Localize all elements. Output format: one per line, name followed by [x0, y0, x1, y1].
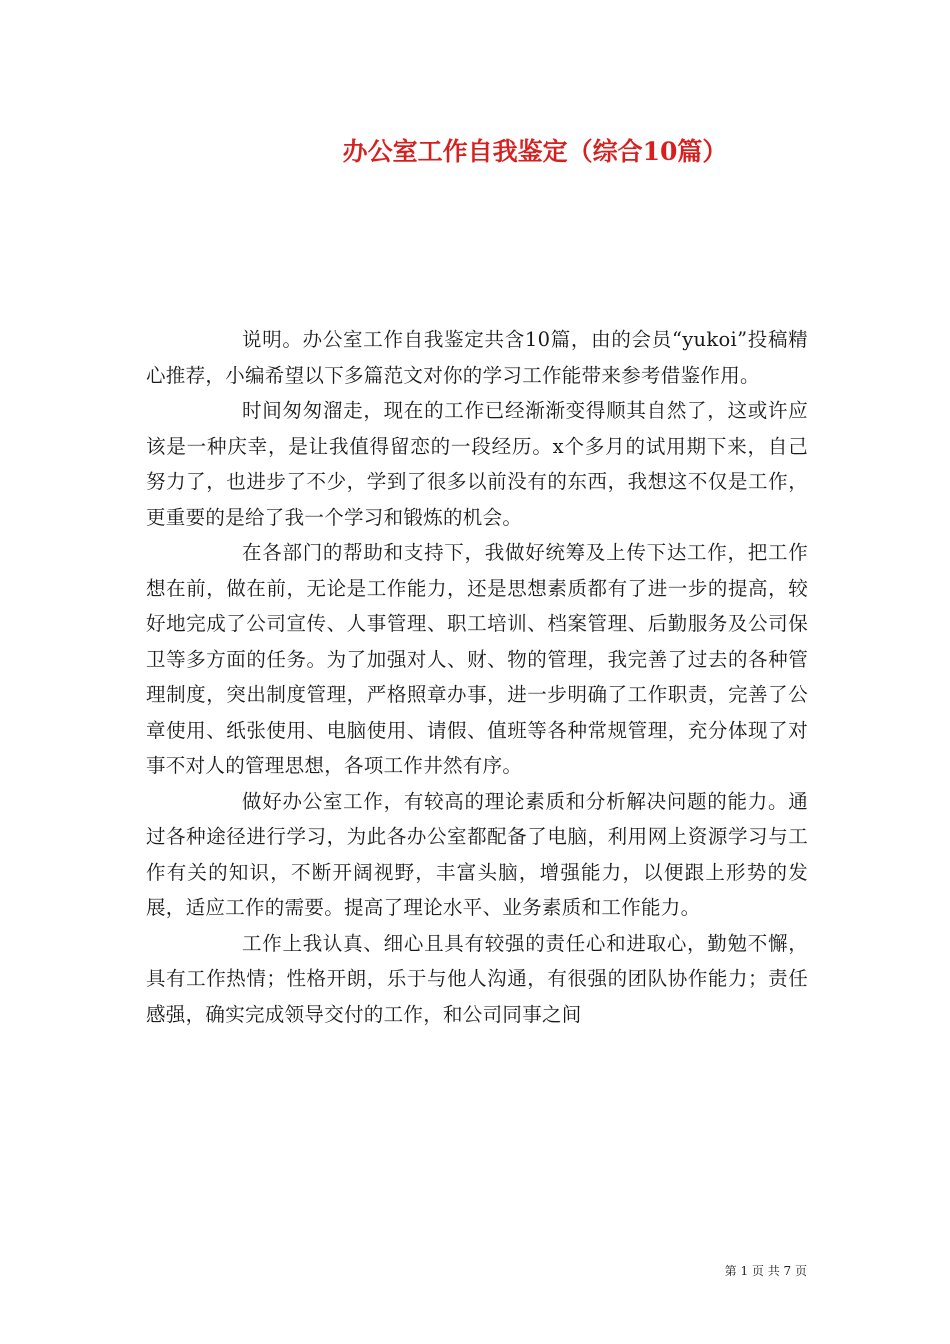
paragraph-4: 做好办公室工作，有较高的理论素质和分析解决问题的能力。通过各种途径进行学习，为此各办公室都配备了电脑，利用网上资源学习与工作有关的知识，不断开阔视野，丰富头脑，增强能力，以便跟上形势的发展，适应工作的需要。提高了理论水平、业务素质和工作能力。	[146, 789, 808, 919]
page-footer: 第 1 页 共 7 页	[724, 1264, 807, 1278]
paragraph-intro: 说明。办公室工作自我鉴定共含10篇，由的会员“yukoi”投稿精心推荐，小编希望以下多篇范文对你的学习工作能带来参考借鉴作用。	[146, 328, 808, 387]
paragraph-2: 时间匆匆溜走，现在的工作已经渐渐变得顺其自然了，这或许应该是一种庆幸，是让我值得留恋的一段经历。x个多月的试用期下来，自己努力了，也进步了不少，学到了很多以前没有的东西，我想这不仅是工作，更重要的是给了我一个学习和锻炼的机会。	[146, 399, 808, 529]
paragraph-3: 在各部门的帮助和支持下，我做好统筹及上传下达工作，把工作想在前，做在前，无论是工作能力，还是思想素质都有了进一步的提高，较好地完成了公司宣传、人事管理、职工培训、档案管理、后勤服务及公司保卫等多方面的任务。为了加强对人、财、物的管理，我完善了过去的各种管理制度，突出制度管理，严格照章办事，进一步明确了工作职责，完善了公章使用、纸张使用、电脑使用、请假、值班等各种常规管理，充分体现了对事不对人的管理思想，各项工作井然有序。	[146, 541, 808, 777]
paragraph-5: 工作上我认真、细心且具有较强的责任心和进取心，勤勉不懈，具有工作热情；性格开朗，乐于与他人沟通，有很强的团队协作能力；责任感强，确实完成领导交付的工作，和公司同事之间	[146, 931, 808, 1026]
document-body	[146, 322, 808, 1032]
document-title: 办公室工作自我鉴定（综合10篇）	[342, 137, 728, 166]
